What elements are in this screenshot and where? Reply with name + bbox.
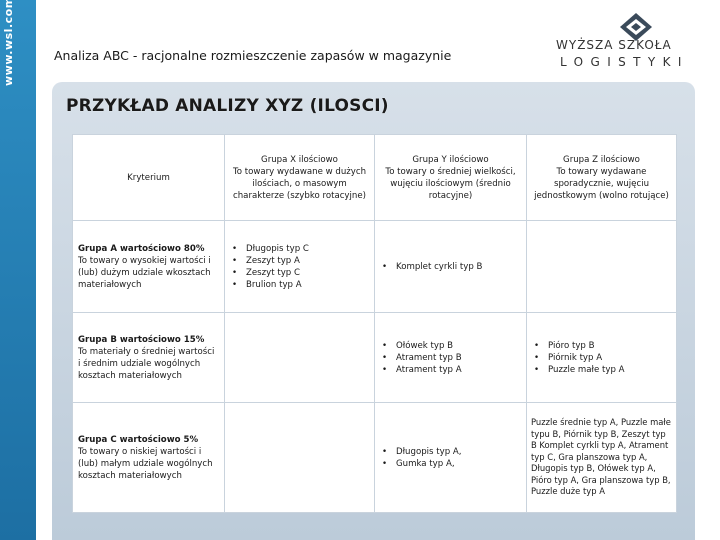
list-item: • Piórnik typ A bbox=[532, 352, 671, 364]
column-header-z-text: Grupa Z ilościowo To towary wydawane sporadycznie, wujęciu jednostkowym (wolno rotujące) bbox=[534, 154, 669, 201]
row-desc-c: To towary o niskiej wartości i (lub) małym udziale wogólnych kosztach materiałowych bbox=[78, 446, 213, 481]
list-item: • Długopis typ A, bbox=[380, 446, 521, 458]
row-desc-a: To towary o wysokiej wartości i (lub) dużym udziale wkosztach materiałowych bbox=[78, 255, 211, 290]
list-item: • Zeszyt typ A bbox=[230, 255, 369, 267]
logo-line-1: WYŻSZA SZKOŁA bbox=[556, 38, 672, 52]
table-row bbox=[73, 403, 677, 513]
list-item: • Komplet cyrkli typ B bbox=[380, 261, 521, 273]
cell-a-z bbox=[527, 221, 677, 313]
cell-b-y bbox=[375, 313, 527, 403]
row-title-a: Grupa A wartościowo 80% bbox=[78, 243, 205, 254]
list-item: • Brulion typ A bbox=[230, 279, 369, 291]
slide-heading: PRZYKŁAD ANALIZY XYZ (ILOSCI) bbox=[66, 96, 389, 116]
page-title: Analiza ABC - racjonalne rozmieszczenie zapasów w magazynie bbox=[54, 48, 452, 63]
row-desc-b: To materiały o średniej wartości i średnim udziale wogólnych kosztach materiałowych bbox=[78, 346, 215, 381]
table-row bbox=[73, 313, 677, 403]
xyz-table bbox=[72, 134, 677, 513]
list-item: • Atrament typ A bbox=[380, 364, 521, 376]
cell-a-x bbox=[225, 221, 375, 313]
column-header-x bbox=[225, 135, 375, 221]
cell-c-y bbox=[375, 403, 527, 513]
table-header-row bbox=[73, 135, 677, 221]
row-title-c: Grupa C wartościowo 5% bbox=[78, 434, 199, 445]
row-header-c bbox=[73, 403, 225, 513]
list-item: • Gumka typ A, bbox=[380, 458, 521, 470]
cell-b-x bbox=[225, 313, 375, 403]
corner-cell bbox=[73, 135, 225, 221]
school-logo bbox=[556, 12, 706, 68]
column-header-x-text: Grupa X ilościowo To towary wydawane w dużych ilościach, o masowym charakterze (szybko rotacyjne) bbox=[232, 154, 367, 201]
list-item: • Długopis typ C bbox=[230, 243, 369, 255]
logo-line-2: LOGISTYKI bbox=[560, 55, 689, 69]
list-item: • Zeszyt typ C bbox=[230, 267, 369, 279]
cell-c-z bbox=[527, 403, 677, 513]
list-item: • Puzzle małe typ A bbox=[532, 364, 671, 376]
row-title-b: Grupa B wartościowo 15% bbox=[78, 334, 205, 345]
corner-label: Kryterium bbox=[127, 172, 170, 183]
column-header-y-text: Grupa Y ilościowo To towary o średniej wielkości, wujęciu ilościowym (średnio rotacyjne) bbox=[385, 154, 516, 201]
list-item: • Ołówek typ B bbox=[380, 340, 521, 352]
row-header-b bbox=[73, 313, 225, 403]
list-item: • Pióro typ B bbox=[532, 340, 671, 352]
cell-a-y bbox=[375, 221, 527, 313]
column-header-z bbox=[527, 135, 677, 221]
cell-b-z bbox=[527, 313, 677, 403]
row-header-a bbox=[73, 221, 225, 313]
list-item: • Atrament typ B bbox=[380, 352, 521, 364]
cell-c-z-text: Puzzle średnie typ A, Puzzle małe typu B, Piórnik typ B, Zeszyt typ B Komplet cyrkli typ A, Atrament typ C, Gra planszowa typ A, Długopis typ B, Ołówek typ A, Pióro typ A, Gra planszowa typ B, Puzzle duże typ A bbox=[531, 417, 671, 497]
column-header-y bbox=[375, 135, 527, 221]
cell-c-x bbox=[225, 403, 375, 513]
table-row bbox=[73, 221, 677, 313]
